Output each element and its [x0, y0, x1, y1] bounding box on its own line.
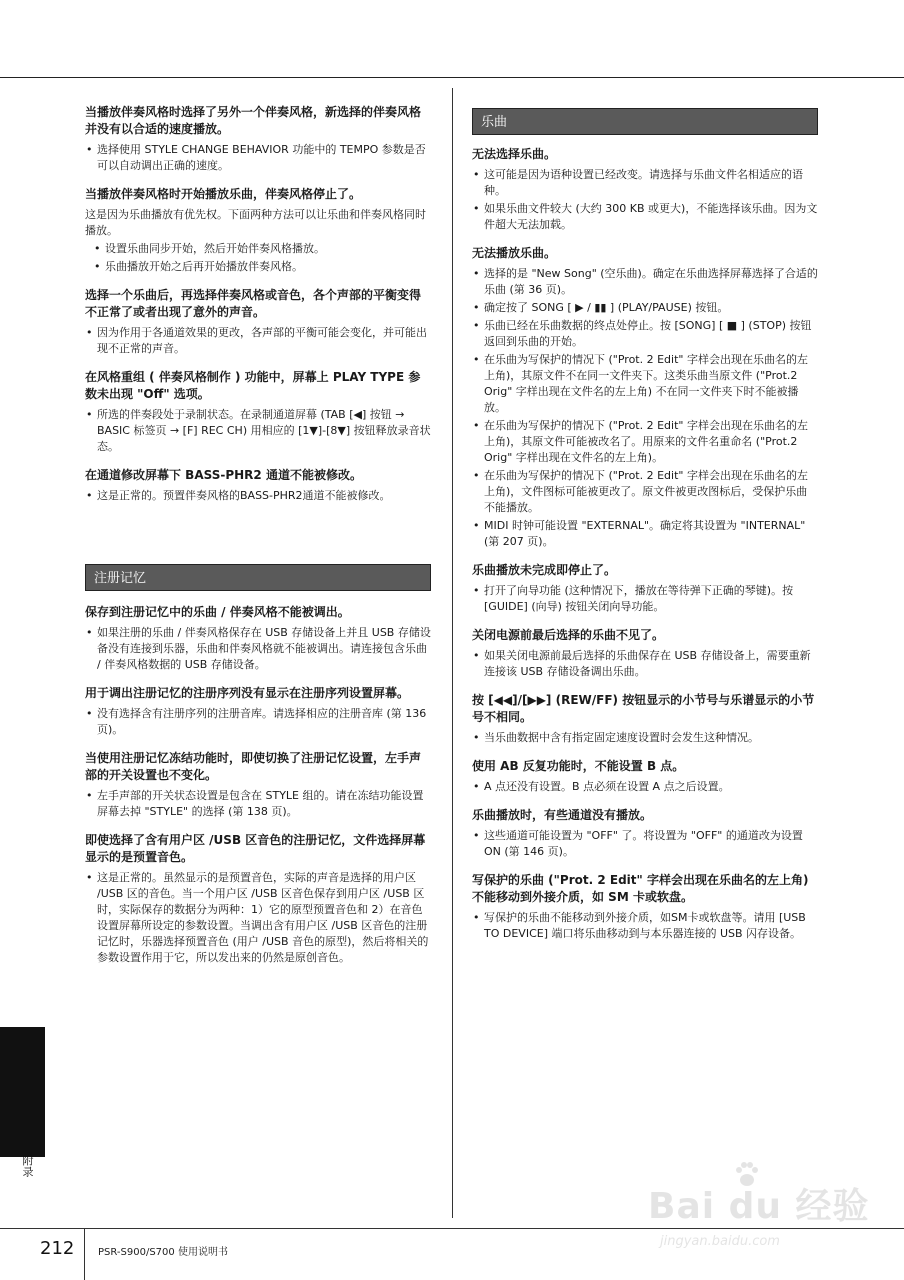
faq-item — [85, 467, 431, 504]
left-column-registration — [85, 604, 431, 978]
chapter-label: 附录 — [21, 1155, 34, 1177]
faq-answer-bullet: • 打开了向导功能 (这种情况下，播放在等待弹下正确的琴键)。按 [GUIDE] (向导) 按钮关闭向导功能。 — [472, 583, 818, 615]
faq-item — [472, 245, 818, 550]
faq-item — [85, 104, 431, 174]
faq-question: 按 [◀◀]/[▶▶] (REW/FF) 按钮显示的小节号与乐谱显示的小节号不相同。 — [472, 693, 815, 724]
faq-answer-bullet: • 如果注册的乐曲 / 伴奏风格保存在 USB 存储设备上并且 USB 存储设备没有连接到乐器，乐曲和伴奏风格就不能被调出。请连接包含乐曲 / 伴奏风格数据的 USB 存储设备。 — [85, 625, 431, 673]
faq-answer-bullet: • 乐曲已经在乐曲数据的终点处停止。按 [SONG] [ ■ ] (STOP) 按钮返回到乐曲的开始。 — [472, 318, 818, 350]
faq-question: 用于调出注册记忆的注册序列没有显示在注册序列设置屏幕。 — [85, 686, 410, 700]
faq-item — [85, 287, 431, 357]
faq-item — [85, 750, 431, 820]
faq-question: 保存到注册记忆中的乐曲 / 伴奏风格不能被调出。 — [85, 605, 350, 619]
top-rule — [0, 77, 904, 78]
page-number: 212 — [40, 1238, 75, 1259]
faq-question: 无法播放乐曲。 — [472, 246, 557, 260]
faq-question: 当使用注册记忆冻结功能时，即使切换了注册记忆设置，左手声部的开关设置也不变化。 — [85, 751, 422, 782]
faq-answer-bullet: • 这是正常的。虽然显示的是预置音色，实际的声音是选择的用户区 /USB 区的音色。当一个用户区 /USB 区音色保存到用户区 /USB 区时，实际保存的数据分为两种：1）它的原型预置音色和 2）在音色设置屏幕所设定的参数设置。当调出含有用户区 /USB 区音色的注册记忆时，乐器选择预置音色 (用户 /USB 音色的原型)，然后将相关的参数设置作用于它，所以发出来的仍然是原创音色。 — [85, 870, 431, 966]
faq-item — [472, 807, 818, 860]
faq-item — [472, 758, 818, 795]
faq-item — [85, 186, 431, 275]
faq-item — [85, 832, 431, 966]
faq-question: 使用 AB 反复功能时，不能设置 B 点。 — [472, 759, 685, 773]
faq-answer-bullet: • 如果乐曲文件较大 (大约 300 KB 或更大)，不能选择该乐曲。因为文件超大无法加载。 — [472, 201, 818, 233]
faq-answer-bullet: • 确定按了 SONG [ ▶ / ▮▮ ] (PLAY/PAUSE) 按钮。 — [472, 300, 818, 316]
faq-question: 关闭电源前最后选择的乐曲不见了。 — [472, 628, 665, 642]
faq-answer-bullet: • 当乐曲数据中含有指定固定速度设置时会发生这种情况。 — [472, 730, 818, 746]
faq-answer-bullet: • 在乐曲为写保护的情况下 ("Prot. 2 Edit" 字样会出现在乐曲名的左上角)，文件图标可能被更改了。原文件被更改图标后，受保护乐曲不能播放。 — [472, 468, 818, 516]
faq-question: 当播放伴奏风格时开始播放乐曲，伴奏风格停止了。 — [85, 187, 362, 201]
faq-answer-bullet: • 这可能是因为语种设置已经改变。请选择与乐曲文件名相适应的语种。 — [472, 167, 818, 199]
faq-answer-bullet: • 在乐曲为写保护的情况下 ("Prot. 2 Edit" 字样会出现在乐曲名的左上角)，其原文件可能被改名了。用原来的文件名重命名 ("Prot.2 Orig" 字样出现在文件名的左上角)。 — [472, 418, 818, 466]
faq-question: 在通道修改屏幕下 BASS-PHR2 通道不能被修改。 — [85, 468, 362, 482]
faq-answer-bullet: • 设置乐曲同步开始，然后开始伴奏风格播放。 — [93, 241, 431, 257]
faq-answer-bullet: • 所选的伴奏段处于录制状态。在录制通道屏幕 (TAB [◀] 按钮 → BASIC 标签页 → [F] REC CH) 用相应的 [1▼]-[8▼] 按钮释放录音状态。 — [85, 407, 431, 455]
watermark — [640, 1160, 870, 1265]
faq-answer-bullet: • 这是正常的。预置伴奏风格的BASS-PHR2通道不能被修改。 — [85, 488, 431, 504]
right-column — [472, 146, 818, 954]
faq-question: 乐曲播放时，有些通道没有播放。 — [472, 808, 653, 822]
column-divider — [452, 88, 453, 1218]
faq-answer-bullet: • 左手声部的开关状态设置是包含在 STYLE 组的。请在冻结功能设置屏幕去掉 "STYLE" 的选择 (第 138 页)。 — [85, 788, 431, 820]
manual-title: PSR-S900/S700 使用说明书 — [98, 1247, 228, 1258]
faq-answer-bullet: • 这些通道可能设置为 "OFF" 了。将设置为 "OFF" 的通道改为设置 ON (第 146 页)。 — [472, 828, 818, 860]
faq-item — [85, 369, 431, 455]
faq-question: 无法选择乐曲。 — [472, 147, 557, 161]
chapter-tab — [0, 1027, 45, 1157]
watermark-brand: Bai du 经验 — [648, 1186, 870, 1227]
faq-question: 选择一个乐曲后，再选择伴奏风格或音色，各个声部的平衡变得不正常了或者出现了意外的声音。 — [85, 288, 422, 319]
faq-answer-bullet: • 在乐曲为写保护的情况下 ("Prot. 2 Edit" 字样会出现在乐曲名的左上角)，其原文件不在同一文件夹下。这类乐曲当原文件 ("Prot.2 Orig" 字样出现在文件名的左上角) 不在同一文件夹下时不能被播放。 — [472, 352, 818, 416]
faq-answer-bullet: • A 点还没有设置。B 点必须在设置 A 点之后设置。 — [472, 779, 818, 795]
faq-answer-bullet: • 如果关闭电源前最后选择的乐曲保存在 USB 存储设备上，需要重新连接该 USB 存储设备调出乐曲。 — [472, 648, 818, 680]
faq-answer-bullet: • 选择的是 "New Song" (空乐曲)。确定在乐曲选择屏幕选择了合适的乐曲 (第 36 页)。 — [472, 266, 818, 298]
faq-answer: 这是因为乐曲播放有优先权。下面两种方法可以让乐曲和伴奏风格同时播放。 — [85, 208, 426, 237]
faq-item — [472, 562, 818, 615]
faq-answer-bullet: • 没有选择含有注册序列的注册音库。请选择相应的注册音库 (第 136 页)。 — [85, 706, 431, 738]
faq-question: 写保护的乐曲 ("Prot. 2 Edit" 字样会出现在乐曲名的左上角) 不能移动到外接介质，如 SM 卡或软盘。 — [472, 873, 809, 904]
faq-item — [472, 627, 818, 680]
left-column — [85, 104, 431, 516]
footer-divider — [84, 1228, 85, 1280]
faq-item — [472, 872, 818, 942]
faq-answer-bullet: • 乐曲播放开始之后再开始播放伴奏风格。 — [93, 259, 431, 275]
faq-question: 当播放伴奏风格时选择了另外一个伴奏风格，新选择的伴奏风格并没有以合适的速度播放。 — [85, 105, 422, 136]
faq-question: 在风格重组 ( 伴奏风格制作 ) 功能中，屏幕上 PLAY TYPE 参数未出现 "Off" 选项。 — [85, 370, 421, 401]
section-heading-registration-memory: 注册记忆 — [85, 564, 431, 591]
faq-answer-bullet: • MIDI 时钟可能设置 "EXTERNAL"。确定将其设置为 "INTERNAL" (第 207 页)。 — [472, 518, 818, 550]
faq-answer-bullet: • 写保护的乐曲不能移动到外接介质，如SM卡或软盘等。请用 [USB TO DEVICE] 端口将乐曲移动到与本乐器连接的 USB 闪存设备。 — [472, 910, 818, 942]
faq-item — [472, 692, 818, 746]
faq-question: 即使选择了含有用户区 /USB 区音色的注册记忆，文件选择屏幕显示的是预置音色。 — [85, 833, 426, 864]
faq-item — [85, 685, 431, 738]
faq-answer-bullet: • 因为作用于各通道效果的更改，各声部的平衡可能会变化，并可能出现不正常的声音。 — [85, 325, 431, 357]
faq-question: 乐曲播放未完成即停止了。 — [472, 563, 617, 577]
faq-answer-bullet: • 选择使用 STYLE CHANGE BEHAVIOR 功能中的 TEMPO 参数是否可以自动调出正确的速度。 — [85, 142, 431, 174]
faq-item — [85, 604, 431, 673]
watermark-url: jingyan.baidu.com — [660, 1234, 780, 1249]
faq-item — [472, 146, 818, 233]
section-heading-song: 乐曲 — [472, 108, 818, 135]
